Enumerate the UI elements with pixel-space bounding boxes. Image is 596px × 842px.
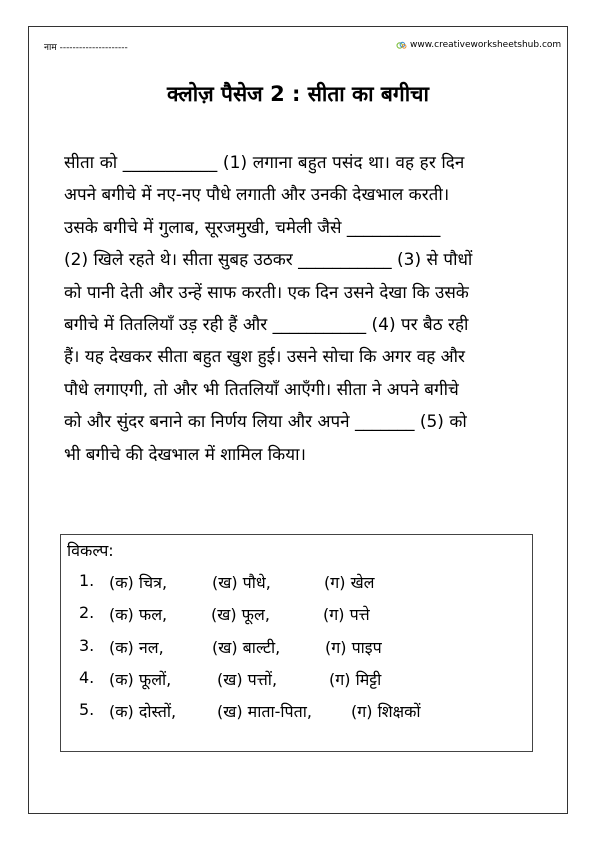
passage-line: उसके बगीचे में गुलाब, सूरजमुखी, चमेली जैसे ___________: [64, 217, 441, 238]
option-a: (क) नल,: [109, 638, 164, 657]
site-credit: [396, 40, 561, 50]
passage-line: (2) खिले रहते थे। सीता सुबह उठकर ___________ (3) से पौधों: [64, 250, 473, 271]
passage-line: को और सुंदर बनाने का निर्णय लिया और अपने _______ (5) को: [64, 412, 467, 433]
option-c: (ग) शिक्षकों: [351, 702, 421, 721]
option-b: (ख) माता-पिता,: [217, 702, 312, 721]
option-number: 1.: [79, 571, 95, 590]
passage-line: सीता को ___________ (1) लगाना बहुत पसंद था। वह हर दिन: [64, 153, 465, 173]
passage-line: अपने बगीचे में नए-नए पौधे लगाती और उनकी देखभाल करती।: [64, 185, 450, 206]
option-row: [79, 636, 382, 658]
option-number: 5.: [79, 700, 95, 719]
page-title: क्लोज़ पैसेज 2 : सीता का बगीचा: [167, 82, 429, 106]
option-b: (ख) फूल,: [211, 605, 270, 624]
option-c: (ग) पत्ते: [323, 605, 370, 624]
option-c: (ग) पाइप: [325, 638, 382, 657]
option-b: (ख) पौधे,: [212, 573, 271, 592]
option-row: [79, 700, 421, 722]
name-field-label: नाम ---------------------: [44, 43, 128, 53]
option-number: 3.: [79, 636, 95, 655]
passage-line: पौधे लगाएगी, तो और भी तितलियाँ आएँगी। सीता ने अपने बगीचे: [64, 379, 459, 400]
option-row: [79, 668, 381, 690]
passage-line: हैं। यह देखकर सीता बहुत खुश हुई। उसने सोचा कि अगर वह और: [64, 347, 465, 368]
passage-line: भी बगीचे की देखभाल में शामिल किया।: [64, 444, 306, 465]
option-c: (ग) मिट्टी: [329, 670, 382, 689]
option-a: (क) फल,: [109, 605, 168, 624]
option-row: [79, 571, 375, 593]
option-row: [79, 603, 370, 625]
options-heading: विकल्प:: [67, 541, 114, 560]
passage-line: को पानी देती और उन्हें साफ करती। एक दिन उसने देखा कि उसके: [64, 282, 469, 303]
option-a: (क) चित्र,: [109, 573, 168, 592]
options-box: [60, 534, 533, 752]
cloze-passage: [64, 147, 542, 471]
passage-line: बगीचे में तितलियाँ उड़ रही हैं और ___________ (4) पर बैठ रही: [64, 315, 469, 336]
site-url: www.creativeworksheetshub.com: [410, 40, 562, 50]
option-b: (ख) पत्तों,: [217, 670, 278, 689]
option-number: 4.: [79, 668, 95, 687]
option-number: 2.: [79, 603, 95, 622]
option-c: (ग) खेल: [324, 573, 375, 592]
option-b: (ख) बाल्टी,: [212, 638, 281, 657]
spiral-logo-icon: [396, 41, 407, 50]
option-a: (क) फूलों,: [109, 670, 172, 689]
option-a: (क) दोस्तों,: [109, 702, 177, 721]
